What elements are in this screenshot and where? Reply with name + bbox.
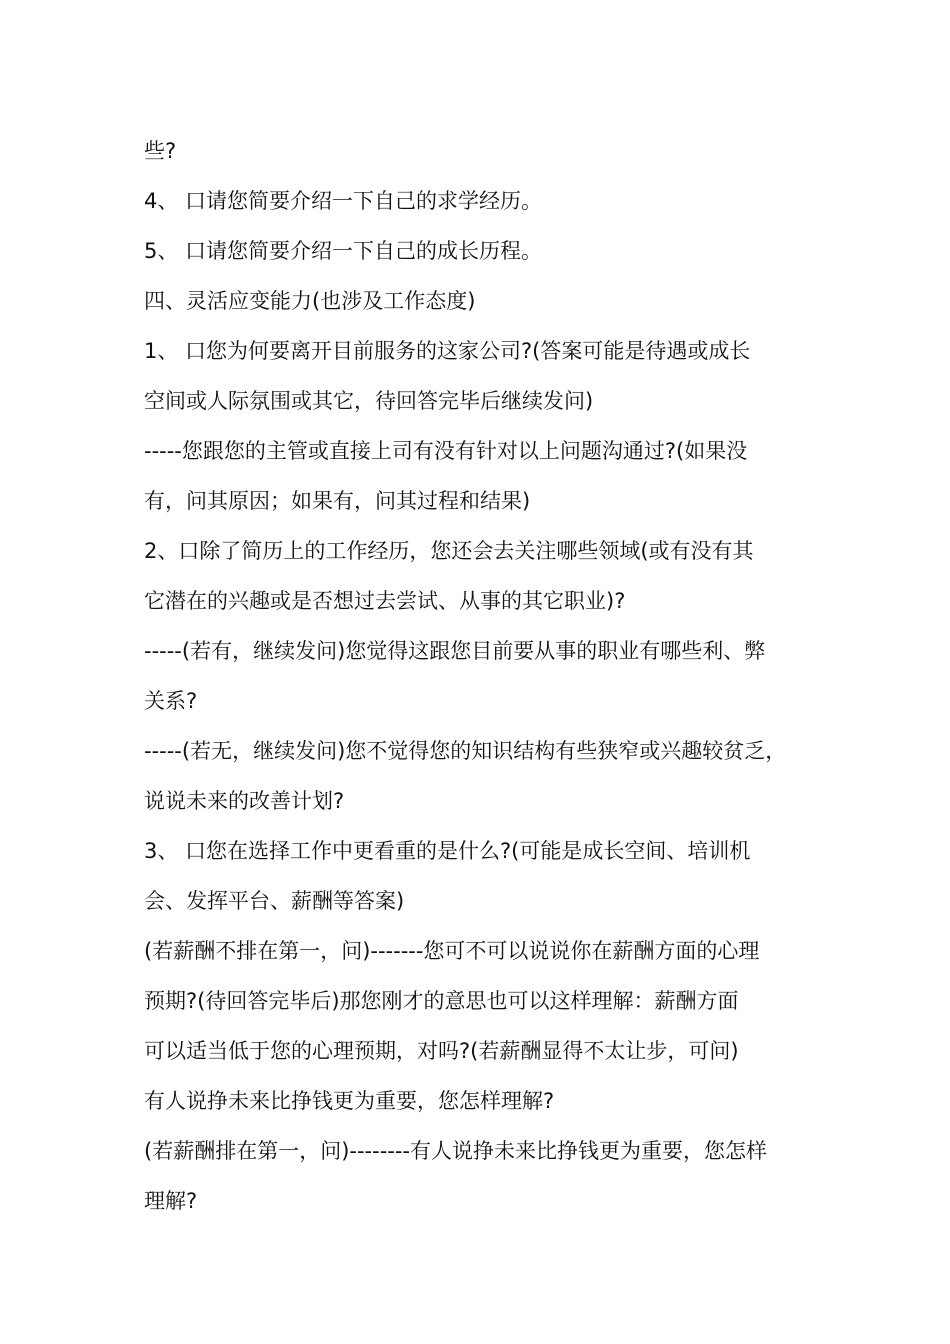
text-line: 3、 口您在选择工作中更看重的是什么?(可能是成长空间、培训机 bbox=[144, 839, 751, 863]
text-line: 空间或人际氛围或其它，待回答完毕后继续发问) bbox=[144, 389, 594, 413]
text-line: 可以适当低于您的心理预期，对吗?(若薪酬显得不太让步，可问) bbox=[144, 1039, 739, 1063]
text-line: 1、 口您为何要离开目前服务的这家公司?(答案可能是待遇或成长 bbox=[144, 339, 751, 363]
section-heading: 四、灵活应变能力(也涉及工作态度) bbox=[144, 289, 476, 313]
text-line: 说说未来的改善计划? bbox=[144, 789, 345, 813]
text-line: -----(若无，继续发问)您不觉得您的知识结构有些狭窄或兴趣较贫乏， bbox=[144, 739, 787, 763]
text-line: 预期?(待回答完毕后)那您刚才的意思也可以这样理解：薪酬方面 bbox=[144, 989, 739, 1013]
document-body bbox=[144, 126, 824, 1226]
text-line: 4、 口请您简要介绍一下自己的求学经历。 bbox=[144, 189, 543, 213]
text-line: (若薪酬排在第一，问)--------有人说挣未来比挣钱更为重要，您怎样 bbox=[144, 1139, 768, 1163]
text-line: -----您跟您的主管或直接上司有没有针对以上问题沟通过?(如果没 bbox=[144, 439, 748, 463]
text-line: 5、 口请您简要介绍一下自己的成长历程。 bbox=[144, 239, 543, 263]
text-line: 理解? bbox=[144, 1189, 198, 1213]
text-line: (若薪酬不排在第一，问)-------您可不可以说说你在薪酬方面的心理 bbox=[144, 939, 760, 963]
text-line: 关系? bbox=[144, 689, 198, 713]
text-line: 2、口除了简历上的工作经历，您还会去关注哪些领域(或有没有其 bbox=[144, 539, 754, 563]
text-line: -----(若有，继续发问)您觉得这跟您目前要从事的职业有哪些利、弊 bbox=[144, 639, 766, 663]
text-line: 它潜在的兴趣或是否想过去尝试、从事的其它职业)? bbox=[144, 589, 626, 613]
text-line: 有人说挣未来比挣钱更为重要，您怎样理解? bbox=[144, 1089, 555, 1113]
text-line: 些? bbox=[144, 139, 177, 163]
text-line: 会、发挥平台、薪酬等答案) bbox=[144, 889, 405, 913]
text-line: 有，问其原因；如果有，问其过程和结果) bbox=[144, 489, 531, 513]
